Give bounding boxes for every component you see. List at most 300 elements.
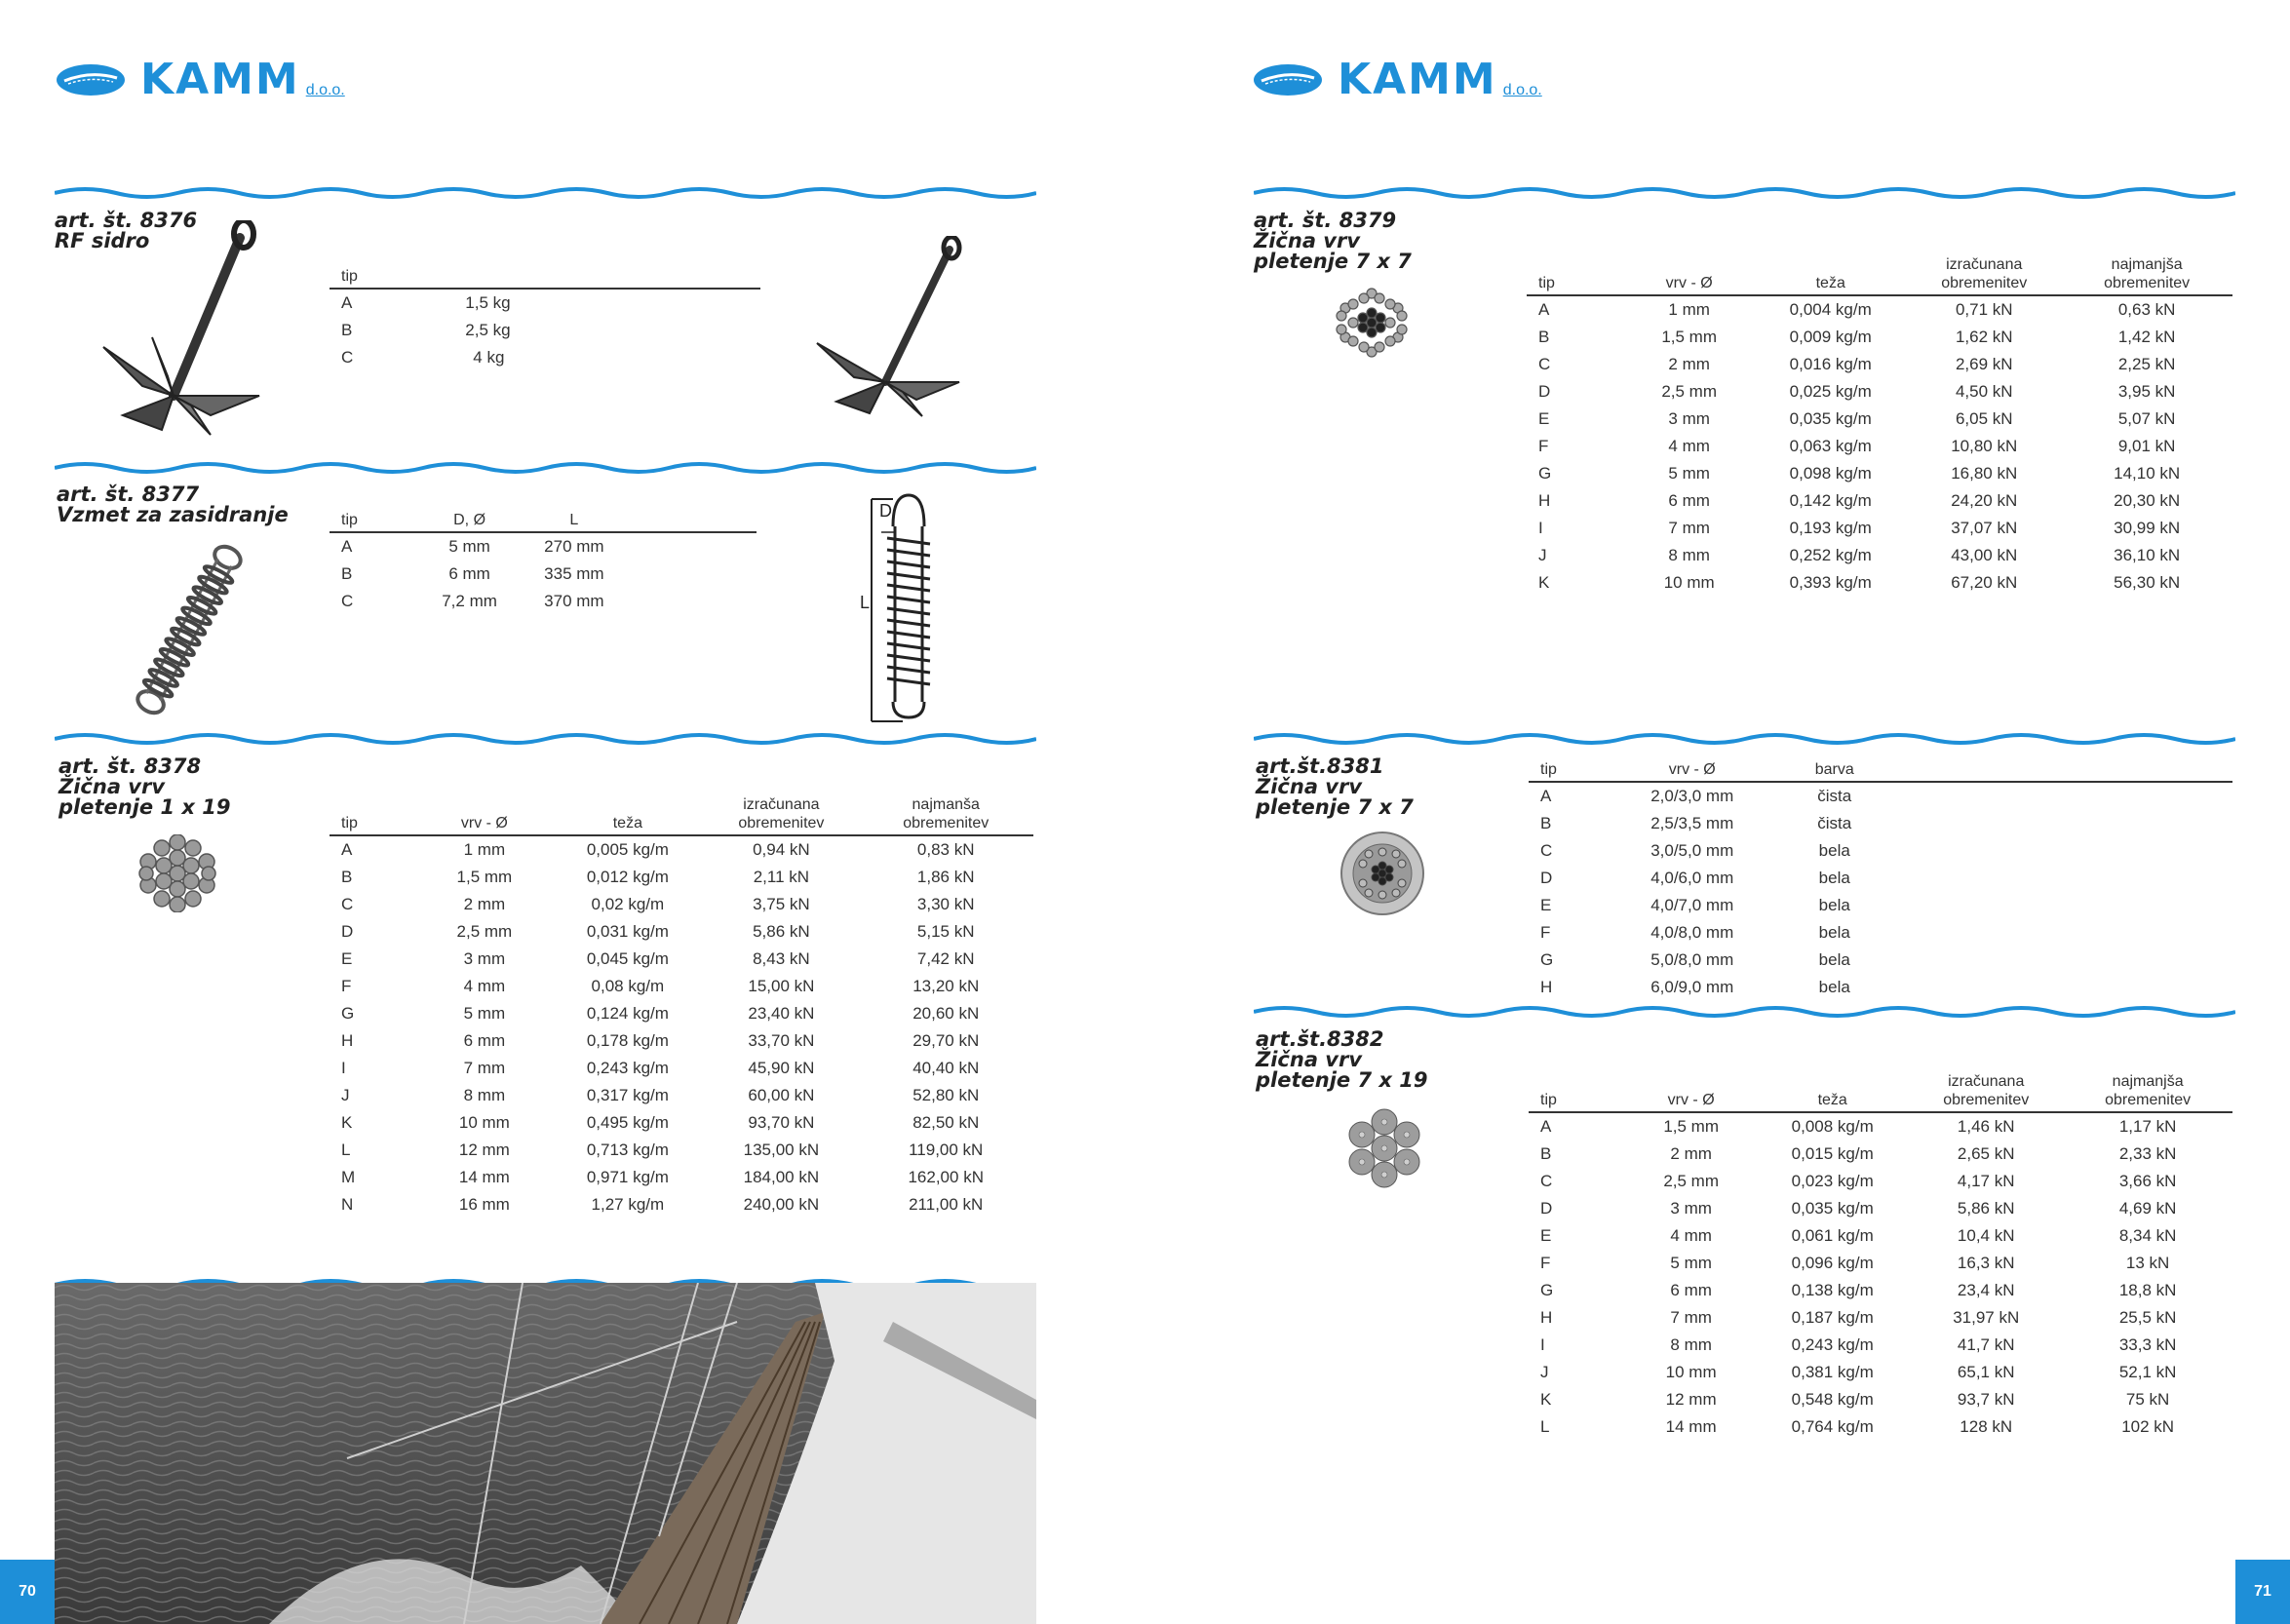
table-cell: 37,07 kN bbox=[1951, 519, 2018, 537]
table-header-row bbox=[1529, 1072, 2232, 1112]
table-cell: 4,69 kN bbox=[2118, 1199, 2177, 1218]
table-cell: 5 mm bbox=[463, 1004, 506, 1023]
section-title-8377 bbox=[57, 484, 289, 525]
table-cell: 1,27 kg/m bbox=[591, 1195, 665, 1214]
column-header: tip bbox=[1529, 760, 1627, 782]
table-cell: 4 mm bbox=[1668, 437, 1710, 455]
table-row bbox=[1529, 1112, 2232, 1141]
table-cell: 3,66 kN bbox=[2118, 1172, 2177, 1190]
wire-7x7-cross-section-icon bbox=[1332, 285, 1412, 361]
wire-7x19-cross-section-icon bbox=[1339, 1105, 1429, 1191]
table-cell: 3 mm bbox=[1670, 1199, 1712, 1218]
table-cell: F bbox=[1540, 923, 1551, 942]
table-cell: 0,495 kg/m bbox=[586, 1113, 669, 1132]
table-cell: 7 mm bbox=[1670, 1308, 1712, 1327]
dimension-label-l: L bbox=[860, 593, 871, 612]
table-cell: 45,90 kN bbox=[748, 1059, 815, 1077]
table-cell: 2,25 kN bbox=[2117, 355, 2176, 373]
table-cell: 6,05 kN bbox=[1955, 409, 2013, 428]
table-cell: 52,80 kN bbox=[912, 1086, 980, 1104]
table-cell: 0,045 kg/m bbox=[586, 949, 669, 968]
table-row bbox=[1529, 1359, 2232, 1386]
anchor-icon bbox=[807, 236, 969, 421]
table-row bbox=[330, 891, 1033, 918]
table-cell: C bbox=[1538, 355, 1551, 373]
table-cell: 1,5 mm bbox=[456, 868, 513, 886]
table-cell bbox=[1912, 974, 2232, 1001]
table-cell: B bbox=[341, 321, 353, 339]
product-construction: pletenje 7 x 19 bbox=[1256, 1068, 1428, 1092]
table-cell: G bbox=[1538, 464, 1552, 483]
brand-suffix: d.o.o. bbox=[1502, 82, 1542, 98]
table-cell: 1,5 kg bbox=[465, 293, 511, 312]
table-cell: 2 mm bbox=[463, 895, 506, 913]
table-cell: 1,17 kN bbox=[2118, 1117, 2177, 1136]
table-row bbox=[1529, 1332, 2232, 1359]
table-cell: 60,00 kN bbox=[748, 1086, 815, 1104]
table-cell: A bbox=[341, 293, 353, 312]
table-row bbox=[1529, 837, 2232, 865]
table-cell: E bbox=[1538, 409, 1550, 428]
table-cell: 135,00 kN bbox=[743, 1141, 820, 1159]
table-cell: 3,0/5,0 mm bbox=[1650, 841, 1734, 860]
table-cell: G bbox=[1540, 950, 1554, 969]
table-cell: 1 mm bbox=[463, 840, 506, 859]
table-cell: 270 mm bbox=[544, 537, 604, 556]
table-cell: H bbox=[1540, 1308, 1553, 1327]
section-title-8379 bbox=[1254, 211, 1412, 272]
table-cell: 0,381 kg/m bbox=[1791, 1363, 1874, 1381]
table-cell: 7 mm bbox=[463, 1059, 506, 1077]
table-cell: 41,7 kN bbox=[1957, 1335, 2015, 1354]
table-cell: 20,60 kN bbox=[912, 1004, 980, 1023]
table-cell: D bbox=[341, 922, 354, 941]
table-8382 bbox=[1529, 1072, 2232, 1441]
table-cell: 52,1 kN bbox=[2118, 1363, 2177, 1381]
table-cell: 5 mm bbox=[1670, 1254, 1712, 1272]
table-cell: B bbox=[1540, 1144, 1552, 1163]
table-row bbox=[330, 946, 1033, 973]
table-cell: 8,43 kN bbox=[753, 949, 810, 968]
table-cell: 2,5 mm bbox=[1661, 382, 1718, 401]
table-cell: 0,243 kg/m bbox=[1791, 1335, 1874, 1354]
table-row bbox=[1529, 947, 2232, 974]
table-cell: 40,40 kN bbox=[912, 1059, 980, 1077]
table-cell: 0,142 kg/m bbox=[1789, 491, 1872, 510]
table-cell: 2,0/3,0 mm bbox=[1650, 787, 1734, 805]
product-name: RF sidro bbox=[55, 229, 150, 252]
table-row bbox=[1529, 1195, 2232, 1222]
table-cell bbox=[1912, 782, 2232, 810]
table-cell: 13 kN bbox=[2125, 1254, 2170, 1272]
table-cell: 0,71 kN bbox=[1955, 300, 2013, 319]
table-cell: A bbox=[341, 840, 353, 859]
dimension-label-d: D bbox=[879, 501, 892, 521]
brand-suffix: d.o.o. bbox=[305, 82, 345, 98]
table-cell: 31,97 kN bbox=[1953, 1308, 2020, 1327]
table-cell: 4,0/8,0 mm bbox=[1650, 923, 1734, 942]
table-cell: E bbox=[1540, 1226, 1552, 1245]
wave-divider bbox=[55, 460, 1036, 476]
table-cell: 5,15 kN bbox=[916, 922, 975, 941]
table-cell: 128 kN bbox=[1960, 1417, 2013, 1436]
table-cell: 211,00 kN bbox=[909, 1195, 984, 1214]
table-row bbox=[1529, 1304, 2232, 1332]
table-cell: K bbox=[1538, 573, 1550, 592]
table-row bbox=[330, 1055, 1033, 1082]
table-cell: 335 mm bbox=[544, 564, 604, 583]
logo-rope-icon bbox=[55, 62, 127, 97]
table-cell: B bbox=[1540, 814, 1552, 832]
table-cell: 7 mm bbox=[1668, 519, 1710, 537]
article-number: art. št. 8377 bbox=[57, 483, 200, 506]
page-number-left: 70 bbox=[0, 1560, 55, 1624]
table-cell: 0,035 kg/m bbox=[1791, 1199, 1874, 1218]
table-cell: 3,30 kN bbox=[916, 895, 975, 913]
table-cell: 67,20 kN bbox=[1951, 573, 2018, 592]
table-cell: 2,5/3,5 mm bbox=[1650, 814, 1734, 832]
product-construction: pletenje 1 x 19 bbox=[58, 795, 231, 819]
table-cell: 33,70 kN bbox=[748, 1031, 815, 1050]
table-cell: 4,0/6,0 mm bbox=[1650, 869, 1734, 887]
table-cell: 36,10 kN bbox=[2114, 546, 2181, 564]
table-cell: 0,317 kg/m bbox=[586, 1086, 669, 1104]
table-cell: 10,80 kN bbox=[1951, 437, 2018, 455]
table-cell: C bbox=[341, 592, 354, 610]
table-cell: J bbox=[1538, 546, 1547, 564]
table-cell: 15,00 kN bbox=[748, 977, 815, 995]
table-cell: 0,009 kg/m bbox=[1789, 328, 1872, 346]
product-construction: pletenje 7 x 7 bbox=[1254, 250, 1412, 273]
table-row bbox=[1529, 974, 2232, 1001]
table-cell: 2 mm bbox=[1668, 355, 1710, 373]
table-cell: 0,393 kg/m bbox=[1789, 573, 1872, 592]
table-body bbox=[330, 835, 1033, 1218]
table-cell: bela bbox=[1818, 841, 1850, 860]
table-cell bbox=[1912, 919, 2232, 947]
wave-divider bbox=[1254, 185, 2235, 201]
table-cell: 0,061 kg/m bbox=[1791, 1226, 1874, 1245]
table-cell: 6 mm bbox=[463, 1031, 506, 1050]
article-number: art. št. 8379 bbox=[1254, 209, 1397, 232]
table-header-row bbox=[330, 795, 1033, 835]
table-cell: 4,17 kN bbox=[1957, 1172, 2015, 1190]
table-cell: 2,5 mm bbox=[1663, 1172, 1719, 1190]
table-row bbox=[330, 835, 1033, 864]
section-title-8381 bbox=[1256, 756, 1414, 818]
table-cell: 0,83 kN bbox=[916, 840, 975, 859]
table-cell bbox=[1912, 810, 2232, 837]
table-cell: G bbox=[1540, 1281, 1554, 1299]
table-cell: 5,0/8,0 mm bbox=[1650, 950, 1734, 969]
table-cell: C bbox=[1540, 841, 1553, 860]
table-cell: C bbox=[341, 895, 354, 913]
table-cell: bela bbox=[1818, 978, 1850, 996]
table-header-row bbox=[1527, 255, 2232, 295]
table-row bbox=[1527, 378, 2232, 406]
table-row bbox=[1527, 406, 2232, 433]
table-cell: bela bbox=[1818, 869, 1850, 887]
table-cell: 7,42 kN bbox=[916, 949, 975, 968]
table-cell: 0,63 kN bbox=[2117, 300, 2176, 319]
table-8379 bbox=[1527, 255, 2232, 597]
table-cell: 370 mm bbox=[544, 592, 604, 610]
table-cell: A bbox=[1540, 1117, 1552, 1136]
table-row bbox=[330, 1082, 1033, 1109]
table-cell: 2,33 kN bbox=[2118, 1144, 2177, 1163]
table-cell: 0,252 kg/m bbox=[1789, 546, 1872, 564]
column-header: tip bbox=[330, 511, 417, 532]
table-cell: 16,3 kN bbox=[1957, 1254, 2015, 1272]
table-cell: F bbox=[341, 977, 352, 995]
column-header: tip bbox=[1527, 255, 1624, 295]
table-row bbox=[1527, 569, 2232, 597]
table-cell: 0,004 kg/m bbox=[1789, 300, 1872, 319]
table-cell: 0,713 kg/m bbox=[586, 1141, 669, 1159]
table-body bbox=[1529, 1112, 2232, 1441]
table-cell: I bbox=[341, 1059, 346, 1077]
table-cell: 9,01 kN bbox=[2117, 437, 2176, 455]
table-cell: 8 mm bbox=[1668, 546, 1710, 564]
column-header: najmanša obremenitev bbox=[858, 795, 1033, 835]
table-cell: 102 kN bbox=[2121, 1417, 2175, 1436]
table-row bbox=[1527, 295, 2232, 324]
table-cell: N bbox=[341, 1195, 354, 1214]
column-header: barva bbox=[1758, 760, 1912, 782]
table-cell: 0,025 kg/m bbox=[1789, 382, 1872, 401]
table-cell: B bbox=[341, 564, 353, 583]
column-header: teža bbox=[551, 795, 704, 835]
table-row bbox=[1529, 782, 2232, 810]
table-cell: A bbox=[1540, 787, 1552, 805]
table-cell: 4 mm bbox=[1670, 1226, 1712, 1245]
brand-name: KAMM bbox=[1338, 55, 1497, 104]
wave-divider bbox=[55, 185, 1036, 201]
table-body bbox=[1527, 295, 2232, 597]
table-cell: 3,75 kN bbox=[753, 895, 810, 913]
product-name: Žična vrv bbox=[58, 775, 166, 798]
table-cell: bela bbox=[1818, 950, 1850, 969]
table-cell: H bbox=[341, 1031, 354, 1050]
table-8376 bbox=[330, 267, 760, 371]
table-row bbox=[1529, 865, 2232, 892]
table-cell: 12 mm bbox=[1665, 1390, 1717, 1409]
table-cell: 30,99 kN bbox=[2114, 519, 2181, 537]
table-cell: C bbox=[1540, 1172, 1553, 1190]
column-header: tip bbox=[1529, 1072, 1626, 1112]
table-cell: 1,5 mm bbox=[1661, 328, 1718, 346]
table-header-row bbox=[330, 267, 760, 289]
table-cell: 0,008 kg/m bbox=[1791, 1117, 1874, 1136]
table-cell: 8 mm bbox=[463, 1086, 506, 1104]
table-cell: G bbox=[341, 1004, 355, 1023]
table-cell: 119,00 kN bbox=[909, 1141, 984, 1159]
table-cell: 6 mm bbox=[1670, 1281, 1712, 1299]
kamm-logo-right bbox=[1252, 53, 1542, 104]
table-cell bbox=[1912, 947, 2232, 974]
table-cell bbox=[1912, 892, 2232, 919]
column-header: tip bbox=[330, 267, 436, 289]
table-row bbox=[330, 864, 1033, 891]
table-cell: 6 mm bbox=[448, 564, 490, 583]
table-cell: 1,42 kN bbox=[2117, 328, 2176, 346]
table-cell: 25,5 kN bbox=[2118, 1308, 2177, 1327]
table-cell: C bbox=[341, 348, 354, 367]
table-cell: 43,00 kN bbox=[1951, 546, 2018, 564]
column-header: izračunana obremenitev bbox=[1909, 1072, 2063, 1112]
column-header: izračunana obremenitev bbox=[704, 795, 858, 835]
table-cell: 33,3 kN bbox=[2118, 1335, 2177, 1354]
table-cell bbox=[1912, 865, 2232, 892]
table-8377 bbox=[330, 511, 757, 615]
article-number: art.št.8382 bbox=[1256, 1027, 1384, 1051]
column-header: najmanjša obremenitev bbox=[2063, 1072, 2232, 1112]
table-row bbox=[1529, 810, 2232, 837]
table-row bbox=[1527, 542, 2232, 569]
table-cell: 3 mm bbox=[1668, 409, 1710, 428]
spring-diagram-drawing bbox=[864, 487, 934, 726]
table-row bbox=[330, 1027, 1033, 1055]
wire-1x19-cross-section-icon bbox=[138, 834, 216, 912]
table-cell: 4,0/7,0 mm bbox=[1650, 896, 1734, 914]
table-cell: 1,5 mm bbox=[1663, 1117, 1719, 1136]
table-cell: 0,012 kg/m bbox=[586, 868, 669, 886]
table-cell: 0,764 kg/m bbox=[1791, 1417, 1874, 1436]
table-cell: 0,193 kg/m bbox=[1789, 519, 1872, 537]
table-cell: 1,86 kN bbox=[916, 868, 975, 886]
table-cell: 0,08 kg/m bbox=[591, 977, 665, 995]
table-cell: 3,95 kN bbox=[2117, 382, 2176, 401]
table-cell: 0,096 kg/m bbox=[1791, 1254, 1874, 1272]
table-cell: 0,016 kg/m bbox=[1789, 355, 1872, 373]
table-row bbox=[330, 1164, 1033, 1191]
table-cell: H bbox=[1538, 491, 1551, 510]
table-cell: 0,243 kg/m bbox=[586, 1059, 669, 1077]
column-header: vrv - Ø bbox=[1626, 1072, 1756, 1112]
table-cell: 93,70 kN bbox=[748, 1113, 815, 1132]
table-cell: 0,023 kg/m bbox=[1791, 1172, 1874, 1190]
table-cell: M bbox=[341, 1168, 356, 1186]
table-cell: I bbox=[1538, 519, 1543, 537]
table-cell: A bbox=[341, 537, 353, 556]
table-cell: K bbox=[341, 1113, 353, 1132]
column-header bbox=[436, 267, 760, 289]
wave-divider bbox=[55, 731, 1036, 747]
table-cell: 29,70 kN bbox=[912, 1031, 980, 1050]
mooring-spring-icon bbox=[121, 534, 257, 725]
table-cell: 7,2 mm bbox=[442, 592, 497, 610]
table-cell: D bbox=[1538, 382, 1551, 401]
table-row bbox=[1529, 1277, 2232, 1304]
spring-dimension-diagram bbox=[860, 487, 934, 726]
table-row bbox=[1529, 892, 2232, 919]
table-cell: E bbox=[1540, 896, 1552, 914]
table-cell: 14,10 kN bbox=[2114, 464, 2181, 483]
table-header-row bbox=[330, 511, 757, 532]
table-row bbox=[1527, 487, 2232, 515]
table-cell: 0,548 kg/m bbox=[1791, 1390, 1874, 1409]
table-row bbox=[330, 973, 1033, 1000]
table-cell: 1,46 kN bbox=[1957, 1117, 2015, 1136]
table-cell: 6,0/9,0 mm bbox=[1650, 978, 1734, 996]
table-cell: 0,035 kg/m bbox=[1789, 409, 1872, 428]
product-name: Žična vrv bbox=[1254, 229, 1361, 252]
column-header: vrv - Ø bbox=[417, 795, 551, 835]
coated-wire-cross-section-icon bbox=[1339, 831, 1425, 916]
table-cell: F bbox=[1538, 437, 1549, 455]
table-cell: D bbox=[1540, 869, 1553, 887]
table-cell: E bbox=[341, 949, 353, 968]
table-cell: 0,124 kg/m bbox=[586, 1004, 669, 1023]
table-cell bbox=[1912, 837, 2232, 865]
page-number-right: 71 bbox=[2235, 1560, 2290, 1624]
table-row bbox=[1527, 515, 2232, 542]
table-cell: 2,65 kN bbox=[1957, 1144, 2015, 1163]
table-row bbox=[330, 317, 760, 344]
table-8381 bbox=[1529, 760, 2232, 1001]
wave-divider bbox=[1254, 731, 2235, 747]
table-row bbox=[330, 561, 757, 588]
table-cell: 1 mm bbox=[1668, 300, 1710, 319]
table-row bbox=[330, 1000, 1033, 1027]
table-cell: 2,5 mm bbox=[456, 922, 513, 941]
product-name: Žična vrv bbox=[1256, 775, 1363, 798]
product-name: Vzmet za zasidranje bbox=[57, 503, 289, 526]
table-cell: 0,015 kg/m bbox=[1791, 1144, 1874, 1163]
logo-rope-icon bbox=[1252, 62, 1324, 97]
table-cell: čista bbox=[1817, 787, 1852, 805]
table-cell: 0,187 kg/m bbox=[1791, 1308, 1874, 1327]
table-cell: 4 mm bbox=[463, 977, 506, 995]
column-header: teža bbox=[1756, 1072, 1909, 1112]
table-cell: L bbox=[1540, 1417, 1550, 1436]
table-cell: 16 mm bbox=[458, 1195, 510, 1214]
column-header: L bbox=[522, 511, 626, 532]
anchor-icon bbox=[94, 220, 269, 443]
table-cell: 3 mm bbox=[463, 949, 506, 968]
table-cell: 75 kN bbox=[2125, 1390, 2170, 1409]
article-number: art. št. 8376 bbox=[55, 209, 198, 232]
table-cell: L bbox=[341, 1141, 351, 1159]
kamm-logo-left bbox=[55, 53, 345, 104]
table-row bbox=[1529, 1413, 2232, 1441]
table-cell: 6 mm bbox=[1668, 491, 1710, 510]
table-cell: 16,80 kN bbox=[1951, 464, 2018, 483]
table-cell: 5,07 kN bbox=[2117, 409, 2176, 428]
column-header: tip bbox=[330, 795, 417, 835]
table-cell: 23,4 kN bbox=[1957, 1281, 2015, 1299]
column-header: vrv - Ø bbox=[1627, 760, 1758, 782]
table-cell: 2 mm bbox=[1670, 1144, 1712, 1163]
table-cell: A bbox=[1538, 300, 1550, 319]
table-row bbox=[330, 344, 760, 371]
table-cell: 5,86 kN bbox=[753, 922, 810, 941]
table-cell: 10 mm bbox=[1663, 573, 1715, 592]
table-cell: 65,1 kN bbox=[1957, 1363, 2015, 1381]
section-title-8378 bbox=[58, 756, 230, 818]
table-row bbox=[1527, 460, 2232, 487]
table-row bbox=[330, 1109, 1033, 1137]
product-construction: pletenje 7 x 7 bbox=[1256, 795, 1414, 819]
table-cell: K bbox=[1540, 1390, 1552, 1409]
table-cell: 240,00 kN bbox=[743, 1195, 820, 1214]
table-cell: 18,8 kN bbox=[2118, 1281, 2177, 1299]
table-cell: 82,50 kN bbox=[912, 1113, 980, 1132]
table-8378 bbox=[330, 795, 1033, 1218]
table-row bbox=[330, 918, 1033, 946]
table-row bbox=[1527, 324, 2232, 351]
column-header: izračunana obremenitev bbox=[1907, 255, 2061, 295]
